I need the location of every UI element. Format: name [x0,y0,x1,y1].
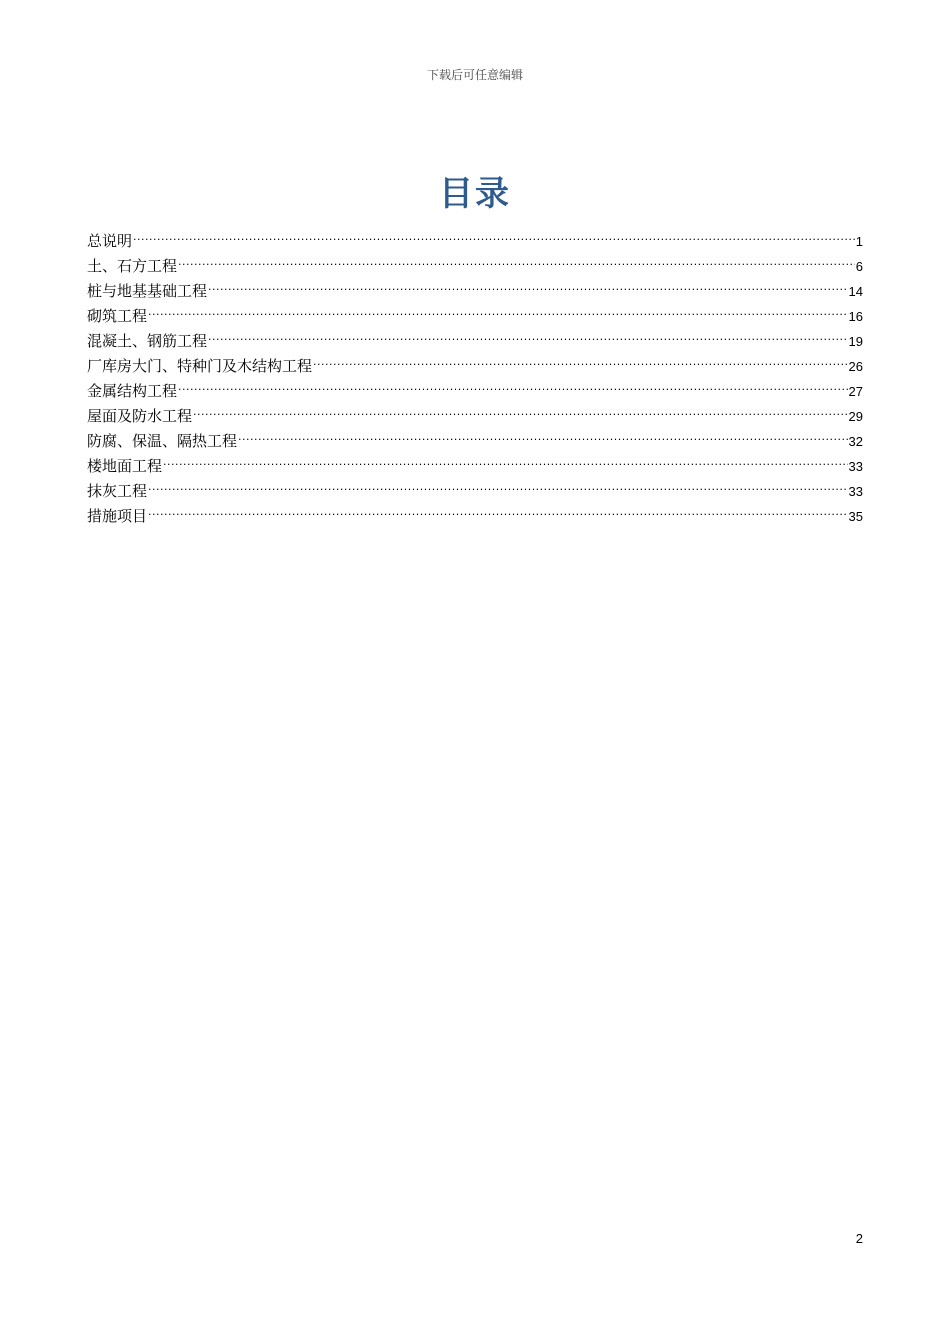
toc-entry[interactable] [87,246,863,275]
dot-leader [148,471,848,496]
page-number: 2 [855,1231,863,1246]
toc-entry-page: 33 [848,484,863,499]
toc-entry-label: 厂库房大门、特种门及木结构工程 [87,357,313,375]
toc-entry[interactable] [87,421,863,450]
toc-entry[interactable] [87,396,863,425]
toc-entry-label: 金属结构工程 [87,382,178,400]
toc-entry-page: 1 [855,234,863,249]
dot-leader [178,246,855,271]
dot-leader [148,496,848,521]
toc-entry-page: 27 [848,384,863,399]
dot-leader [193,396,848,421]
toc-entry-page: 16 [848,309,863,324]
toc-entry[interactable] [87,471,863,500]
toc-entry-page: 6 [855,259,863,274]
toc-entry-label: 抹灰工程 [87,482,148,500]
dot-leader [208,271,848,296]
header-note: 下载后可任意编辑 [426,68,523,82]
toc-entry[interactable] [87,221,863,250]
toc-entry-label: 土、石方工程 [87,257,178,275]
toc-entry[interactable] [87,321,863,350]
dot-leader [208,321,848,346]
toc-entry-label: 措施项目 [87,507,148,525]
toc-entry[interactable] [87,446,863,475]
toc-entry-page: 35 [848,509,863,524]
toc-entry-page: 29 [848,409,863,424]
dot-leader [163,446,848,471]
toc-entry-label: 防腐、保温、隔热工程 [87,432,238,450]
toc-entry-page: 14 [848,284,863,299]
toc-entry[interactable] [87,371,863,400]
dot-leader [178,371,848,396]
dot-leader [133,221,855,246]
toc-entry-label: 楼地面工程 [87,457,163,475]
dot-leader [238,421,848,446]
toc-entry-label: 混凝土、钢筋工程 [87,332,208,350]
toc-entry[interactable] [87,296,863,325]
toc-entry-page: 26 [848,359,863,374]
toc-entry-label: 桩与地基基础工程 [87,282,208,300]
toc-entry-page: 33 [848,459,863,474]
toc-entry[interactable] [87,496,863,525]
table-of-contents [87,221,863,525]
toc-title: 目录 [439,174,511,214]
toc-entry[interactable] [87,271,863,300]
toc-entry-label: 砌筑工程 [87,307,148,325]
toc-entry-page: 19 [848,334,863,349]
dot-leader [148,296,848,321]
toc-entry-page: 32 [848,434,863,449]
toc-entry-label: 总说明 [87,232,133,250]
dot-leader [313,346,848,371]
toc-entry-label: 屋面及防水工程 [87,407,193,425]
